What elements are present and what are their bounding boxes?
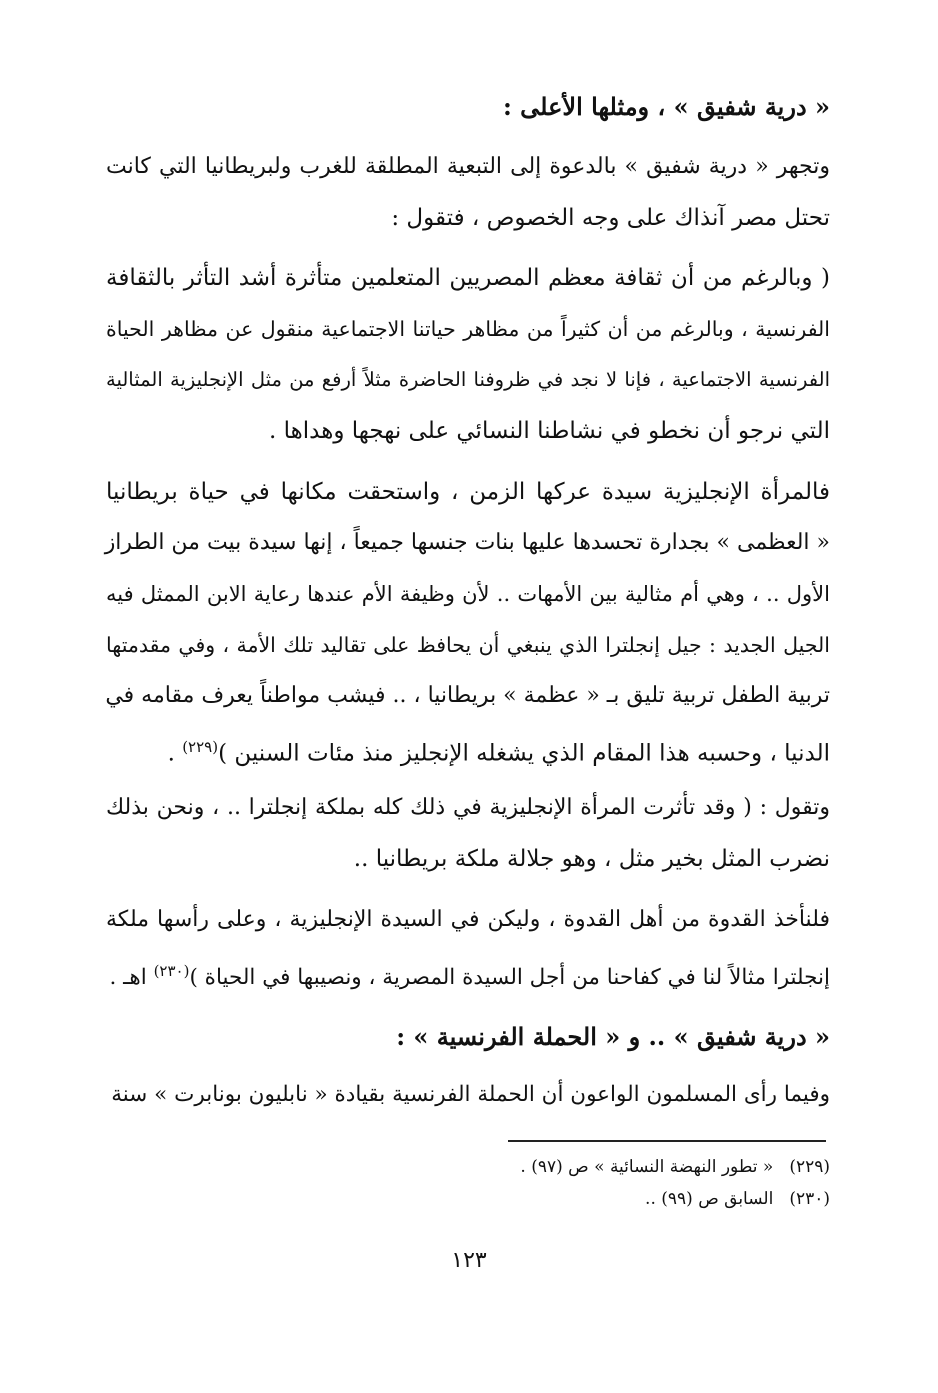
footnote-number: (٢٣٠) [789, 1189, 830, 1209]
footnote-text: « تطور النهضة النسائية » ص (٩٧) . [520, 1157, 774, 1177]
footnote-number: (٢٢٩) [789, 1157, 830, 1177]
paragraph-4-line-2 [106, 956, 830, 993]
quote-1-line-3: الفرنسية الاجتماعية ، فإنا لا نجد في ظروفنا الحاضرة مثلاً أرفع من مثل الإنجليزية المثالية [106, 368, 830, 391]
section-heading-1: « درية شفيق » ، ومثلها الأعلى : [502, 92, 830, 121]
paragraph-4-line-2-end: اهـ . [109, 965, 154, 991]
paragraph-2-line-2: « العظمى » بجدارة تحسدها عليها بنات جنسها جميعاً ، إنها سيدة بيت من الطراز [104, 530, 830, 555]
paragraph-3-line-2: نضرب المثل بخير مثل ، وهو جلالة ملكة بريطانيا .. [353, 846, 830, 872]
paragraph-2-line-6-end: . [167, 740, 183, 767]
paragraph-5-line-1: وفيما رأى المسلمون الواعون أن الحملة الفرنسية بقيادة « نابليون بونابرت » سنة [111, 1082, 830, 1107]
paragraph-4-line-2-text: إنجلترا مثالاً لنا في كفاحنا من أجل السيدة المصرية ، ونصيبها في الحياة ) [189, 965, 830, 991]
footnote-separator [508, 1140, 826, 1142]
quote-1-line-1: ( وبالرغم من أن ثقافة معظم المصريين المتعلمين متأثرة أشد التأثر بالثقافة [106, 265, 830, 291]
paragraph-2-line-3: الأول .. ، وهي أم مثالية بين الأمهات .. لأن وظيفة الأم عندها رعاية الابن الممثل فيه [106, 582, 830, 606]
quote-1-line-4: التي نرجو أن نخطو في نشاطنا النسائي على نهجها وهداها . [269, 418, 830, 444]
paragraph-2-line-1: فالمرأة الإنجليزية سيدة عركها الزمن ، واستحقت مكانها في حياة بريطانيا [106, 479, 830, 505]
paragraph-1-line-1: وتجهر « درية شفيق » بالدعوة إلى التبعية المطلقة للغرب ولبريطانيا التي كانت [106, 154, 830, 179]
paragraph-2-line-6 [106, 732, 830, 769]
paragraph-2-line-5: تربية الطفل تربية تليق بـ « عظمة » بريطانيا ، .. فيشب مواطناً يعرف مقامه في [105, 683, 830, 708]
footnote-ref-229: (٢٢٩) [182, 738, 219, 756]
paragraph-3-line-1: وتقول : ( وقد تأثرت المرأة الإنجليزية في ذلك كله بملكة إنجلترا .. ، ونحن بذلك [106, 795, 830, 820]
paragraph-2-line-4: الجيل الجديد : جيل إنجلترا الذي ينبغي أن يحافظ على تقاليد تلك الأمة ، وفي مقدمتها [106, 633, 830, 657]
footnote-ref-230: (٢٣٠) [153, 962, 190, 980]
footnote-text: السابق ص (٩٩) .. [645, 1189, 774, 1209]
page-number: ١٢٣ [451, 1248, 487, 1273]
paragraph-4-line-1: فلنأخذ القدوة من أهل القدوة ، وليكن في السيدة الإنجليزية ، وعلى رأسها ملكة [106, 907, 830, 932]
paragraph-1-line-2: تحتل مصر آنذاك على وجه الخصوص ، فتقول : [391, 205, 830, 231]
paragraph-2-line-6-text: الدنيا ، وحسبه هذا المقام الذي يشغله الإنجليز منذ مئات السنين ) [218, 740, 830, 767]
footnote-229 [330, 1155, 830, 1179]
footnote-230 [330, 1187, 830, 1211]
quote-1-line-2: الفرنسية ، وبالرغم من أن كثيراً من مظاهر حياتنا الاجتماعية منقول عن مظاهر الحياة [106, 317, 830, 341]
section-heading-2: « درية شفيق » .. و « الحملة الفرنسية » : [396, 1022, 830, 1051]
